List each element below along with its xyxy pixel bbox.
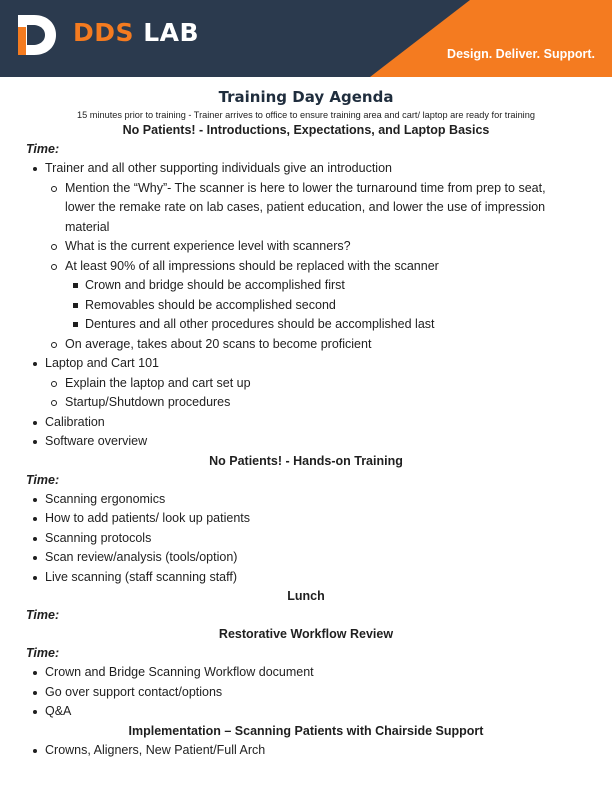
brand-lab: LAB bbox=[143, 18, 200, 47]
section-time-label: Time: bbox=[26, 472, 60, 487]
list-item-text: Trainer and all other supporting individuals give an introduction bbox=[45, 161, 392, 175]
list-item-text: On average, takes about 20 scans to become proficient bbox=[65, 336, 372, 351]
list-item bbox=[0, 354, 612, 413]
list-item-text: Laptop and Cart 101 bbox=[45, 356, 159, 370]
section-heading-intro: No Patients! - Introductions, Expectations, and Laptop Basics bbox=[122, 123, 490, 137]
section-heading-restorative: Restorative Workflow Review bbox=[218, 627, 394, 641]
intro-list bbox=[0, 159, 612, 452]
section-heading-implementation: Implementation – Scanning Patients with Chairside Support bbox=[128, 723, 484, 738]
brand-dds: DDS bbox=[73, 18, 135, 47]
list-item: Startup/Shutdown procedures bbox=[45, 393, 612, 413]
list-item: Scanning protocols bbox=[0, 529, 612, 549]
list-item: Crown and bridge should be accomplished first bbox=[65, 276, 612, 296]
list-item: Live scanning (staff scanning staff) bbox=[0, 568, 612, 588]
section-heading-lunch: Lunch bbox=[287, 589, 325, 603]
list-item bbox=[45, 257, 612, 335]
section-heading-hands-on: No Patients! - Hands-on Training bbox=[209, 453, 403, 468]
implementation-list bbox=[0, 741, 612, 761]
list-item-text: What is the current experience level with scanners? bbox=[65, 239, 351, 253]
dds-logo-icon bbox=[16, 13, 58, 57]
list-item: Scan review/analysis (tools/option) bbox=[0, 548, 612, 568]
list-item: Removables should be accomplished second bbox=[65, 296, 612, 316]
hands-on-list bbox=[0, 490, 612, 588]
replace-sublist bbox=[65, 276, 612, 335]
list-item: Go over support contact/options bbox=[0, 683, 612, 703]
intro-sublist bbox=[45, 179, 612, 355]
page-subtitle: 15 minutes prior to training - Trainer arrives to office to ensure training area and cart/ laptop are ready for training bbox=[77, 110, 535, 120]
list-item bbox=[45, 237, 612, 257]
agenda-content bbox=[0, 86, 612, 760]
section-time-label: Time: bbox=[26, 142, 60, 156]
list-item-text: At least 90% of all impressions should be replaced with the scanner bbox=[65, 258, 439, 273]
list-item: Q&A bbox=[0, 702, 612, 722]
list-item: Scanning ergonomics bbox=[0, 490, 612, 510]
page-title: Training Day Agenda bbox=[218, 88, 394, 106]
list-item: Crowns, Aligners, New Patient/Full Arch bbox=[0, 741, 612, 761]
list-item bbox=[45, 335, 612, 355]
list-item bbox=[0, 159, 612, 354]
section-time-label: Time: bbox=[26, 608, 60, 622]
list-item: Crown and Bridge Scanning Workflow document bbox=[0, 663, 612, 683]
brand-name bbox=[73, 18, 199, 47]
laptop-sublist bbox=[45, 374, 612, 413]
restorative-list bbox=[0, 663, 612, 722]
header-banner bbox=[0, 0, 612, 77]
list-item: Dentures and all other procedures should be accomplished last bbox=[65, 315, 612, 335]
list-item: Software overview bbox=[0, 432, 612, 452]
list-item: Explain the laptop and cart set up bbox=[45, 374, 612, 394]
list-item bbox=[45, 179, 612, 238]
section-time-label: Time: bbox=[26, 646, 60, 660]
list-item-text: Mention the “Why”- The scanner is here to lower the turnaround time from prep to seat, lower the remake rate on lab cases, patient education, and lower the use of impression material bbox=[65, 180, 546, 234]
list-item: How to add patients/ look up patients bbox=[0, 509, 612, 529]
list-item: Calibration bbox=[0, 413, 612, 433]
tagline: Design. Deliver. Support. bbox=[447, 47, 595, 61]
